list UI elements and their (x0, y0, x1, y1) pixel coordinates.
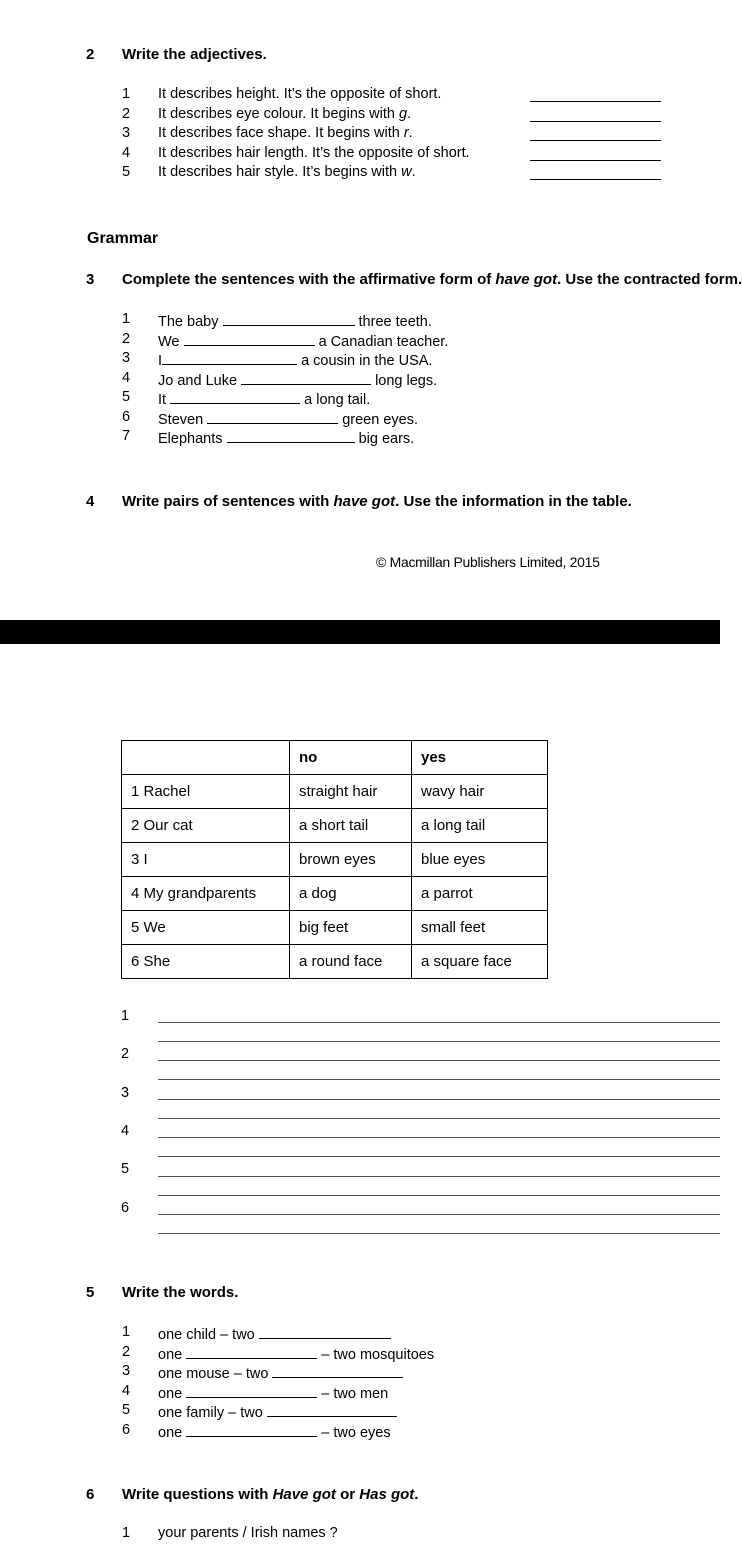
item-number: 5 (122, 389, 131, 405)
exercise-title: Write questions with Have got or Has got. (122, 1486, 419, 1503)
answer-line[interactable] (158, 1233, 720, 1234)
answer-line[interactable] (158, 1118, 720, 1119)
table-cell: a round face (290, 945, 412, 979)
answer-blank[interactable] (207, 409, 338, 424)
table-row (122, 775, 548, 809)
exercise-3-item (0, 350, 720, 370)
grammar-heading: Grammar (87, 230, 159, 247)
item-number: 3 (122, 1363, 131, 1379)
item-text: The baby three teeth. (158, 311, 432, 330)
item-number: 1 (122, 1525, 131, 1541)
page-separator (0, 620, 720, 644)
item-number: 2 (122, 330, 131, 347)
item-text: one – two eyes (158, 1422, 391, 1441)
table-row (122, 809, 548, 843)
exercise-2-item (0, 106, 720, 126)
information-table (121, 740, 548, 979)
exercise-number: 4 (86, 493, 95, 510)
answer-line[interactable] (158, 1137, 720, 1138)
exercise-3-item (0, 370, 720, 390)
answer-blank[interactable] (223, 311, 355, 326)
table-row (122, 843, 548, 877)
item-text: one child – two (158, 1324, 391, 1343)
answer-line[interactable] (158, 1195, 720, 1196)
exercise-3-heading (0, 271, 742, 291)
answer-line[interactable] (158, 1156, 720, 1157)
item-number: 6 (122, 408, 131, 425)
answer-blank[interactable] (227, 428, 355, 443)
answer-line[interactable] (158, 1099, 720, 1100)
table-cell: 6 She (122, 945, 290, 979)
item-number: 6 (122, 1421, 131, 1438)
exercise-number: 6 (86, 1486, 95, 1503)
answer-blank[interactable] (186, 1422, 317, 1437)
answer-number: 2 (121, 1046, 130, 1062)
answer-blank[interactable] (186, 1383, 317, 1398)
exercise-5-item (0, 1402, 720, 1422)
answer-blank[interactable] (530, 121, 661, 122)
exercise-3-item (0, 311, 720, 331)
item-number: 4 (122, 144, 131, 161)
table-cell: 5 We (122, 911, 290, 945)
answer-blank[interactable] (162, 350, 297, 365)
table-row (122, 945, 548, 979)
item-number: 5 (122, 164, 131, 180)
answer-line[interactable] (158, 1041, 720, 1042)
answer-line[interactable] (158, 1022, 720, 1023)
item-text: It describes hair style. It’s begins with w. (158, 164, 416, 180)
exercise-3-item (0, 389, 720, 409)
item-text: Jo and Luke long legs. (158, 370, 437, 389)
answer-blank[interactable] (184, 331, 315, 346)
exercise-title: Complete the sentences with the affirmative form of have got. Use the contracted form. (122, 271, 742, 288)
table-cell: big feet (290, 911, 412, 945)
exercise-2-item (0, 164, 720, 184)
exercise-3-item (0, 428, 720, 448)
item-text: Elephants big ears. (158, 428, 414, 447)
item-text: It a long tail. (158, 389, 370, 408)
item-number: 4 (122, 369, 131, 386)
answer-number: 5 (121, 1161, 130, 1177)
exercise-5-item (0, 1324, 720, 1344)
item-number: 1 (122, 311, 131, 327)
exercise-2-item (0, 145, 720, 165)
item-text: one family – two (158, 1402, 397, 1421)
item-number: 7 (122, 428, 131, 444)
exercise-number: 3 (86, 271, 95, 288)
item-number: 3 (122, 125, 131, 141)
table-header-row (122, 741, 548, 775)
answer-number: 4 (121, 1123, 130, 1139)
item-text: one – two mosquitoes (158, 1344, 434, 1363)
item-text: one mouse – two (158, 1363, 403, 1382)
answer-blank[interactable] (267, 1402, 397, 1417)
exercise-5-item (0, 1363, 720, 1383)
answer-blank[interactable] (530, 160, 661, 161)
item-number: 2 (122, 105, 131, 122)
table-cell: a parrot (412, 877, 548, 911)
worksheet-page-2 (0, 644, 720, 1560)
exercise-2-item (0, 125, 720, 145)
exercise-title: Write pairs of sentences with have got. Use the information in the table. (122, 493, 632, 510)
table-cell: 2 Our cat (122, 809, 290, 843)
item-text: I a cousin in the USA. (158, 350, 432, 369)
table-cell: wavy hair (412, 775, 548, 809)
table-cell: brown eyes (290, 843, 412, 877)
item-number: 4 (122, 1382, 131, 1399)
exercise-5-item (0, 1344, 720, 1364)
answer-line[interactable] (158, 1176, 720, 1177)
table-cell: small feet (412, 911, 548, 945)
table-header-cell: yes (412, 741, 548, 775)
exercise-3-item (0, 331, 720, 351)
copyright-notice: © Macmillan Publishers Limited, 2015 (376, 554, 600, 570)
item-text: It describes hair length. It’s the opposite of short. (158, 144, 470, 161)
answer-blank[interactable] (530, 179, 661, 180)
item-text: It describes face shape. It begins with r. (158, 125, 413, 141)
answer-line[interactable] (158, 1214, 720, 1215)
item-number: 1 (122, 86, 131, 102)
answer-number: 6 (121, 1200, 130, 1216)
answer-line[interactable] (158, 1060, 720, 1061)
table-cell: a long tail (412, 809, 548, 843)
table-row (122, 911, 548, 945)
exercise-5-item (0, 1422, 720, 1442)
table-cell: 4 My grandparents (122, 877, 290, 911)
item-number: 2 (122, 1343, 131, 1360)
item-text: your parents / Irish names ? (158, 1525, 338, 1541)
exercise-number: 2 (86, 46, 95, 63)
answer-number: 1 (121, 1008, 130, 1024)
item-text: Steven green eyes. (158, 409, 418, 428)
table-cell: a short tail (290, 809, 412, 843)
answer-blank[interactable] (259, 1324, 391, 1339)
exercise-3-item (0, 409, 720, 429)
exercise-number: 5 (86, 1284, 95, 1301)
answer-number: 3 (121, 1085, 130, 1101)
table-cell: 1 Rachel (122, 775, 290, 809)
exercise-title: Write the adjectives. (122, 46, 267, 63)
table-cell: a square face (412, 945, 548, 979)
exercise-title: Write the words. (122, 1284, 239, 1301)
item-number: 3 (122, 350, 131, 366)
table-cell: straight hair (290, 775, 412, 809)
table-header-cell: no (290, 741, 412, 775)
answer-line[interactable] (158, 1079, 720, 1080)
table-header-cell (122, 741, 290, 775)
table-cell: 3 I (122, 843, 290, 877)
item-text: one – two men (158, 1383, 388, 1402)
item-number: 5 (122, 1402, 131, 1418)
worksheet-page-1 (0, 0, 742, 620)
answer-blank[interactable] (186, 1344, 317, 1359)
table-cell: blue eyes (412, 843, 548, 877)
answer-blank[interactable] (170, 389, 300, 404)
item-text: We a Canadian teacher. (158, 331, 448, 350)
answer-blank[interactable] (241, 370, 371, 385)
exercise-6-item (0, 1525, 720, 1545)
answer-blank[interactable] (530, 140, 661, 141)
item-number: 1 (122, 1324, 131, 1340)
exercise-2-item (0, 86, 720, 106)
answer-blank[interactable] (272, 1363, 403, 1378)
answer-blank[interactable] (530, 101, 661, 102)
exercise-5-item (0, 1383, 720, 1403)
table-cell: a dog (290, 877, 412, 911)
table-row (122, 877, 548, 911)
item-text: It describes height. It’s the opposite of short. (158, 86, 442, 102)
item-text: It describes eye colour. It begins with g. (158, 105, 412, 122)
